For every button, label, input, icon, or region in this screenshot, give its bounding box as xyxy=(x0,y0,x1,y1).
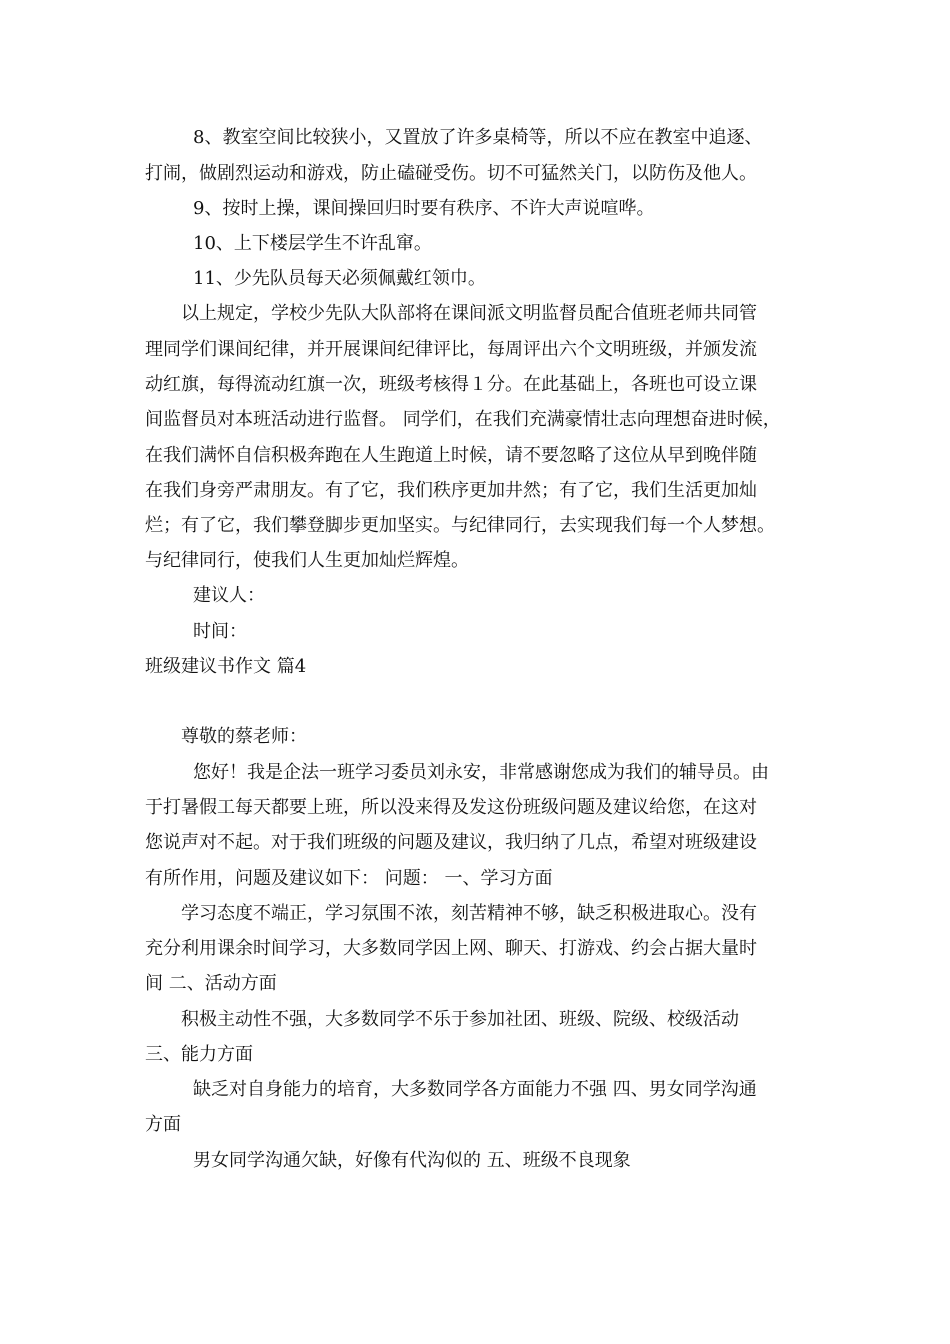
date-label: 时间： xyxy=(193,621,247,642)
text-line: 缺乏对自身能力的培育，大多数同学各方面能力不强 四、男女同学沟通 xyxy=(193,1079,757,1100)
text-line: 三、能力方面 xyxy=(145,1044,253,1065)
text-line: 打闹，做剧烈运动和游戏，防止磕碰受伤。切不可猛然关门，以防伤及他人。 xyxy=(145,163,757,184)
text-line: 您好！我是企法一班学习委员刘永安，非常感谢您成为我们的辅导员。由 xyxy=(193,762,769,783)
text-line: 9、按时上操，课间操回归时要有秩序、不许大声说喧哗。 xyxy=(193,198,655,219)
section-title: 班级建议书作文 篇4 xyxy=(145,656,307,677)
text-line: 间监督员对本班活动进行监督。 同学们，在我们充满豪情壮志向理想奋进时候， xyxy=(145,409,781,430)
text-line: 您说声对不起。对于我们班级的问题及建议，我归纳了几点，希望对班级建设 xyxy=(145,832,757,853)
text-line: 动红旗，每得流动红旗一次，班级考核得１分。在此基础上，各班也可设立课 xyxy=(145,374,757,395)
text-line: 方面 xyxy=(145,1114,181,1135)
text-line: 积极主动性不强，大多数同学不乐于参加社团、班级、院级、校级活动 xyxy=(181,1009,739,1030)
text-line: 在我们满怀自信积极奔跑在人生跑道上时候，请不要忽略了这位从早到晚伴随 xyxy=(145,445,757,466)
text-line: 11、少先队员每天必须佩戴红领巾。 xyxy=(193,268,486,289)
salutation: 尊敬的蔡老师： xyxy=(181,726,307,747)
text-line: 间 二、活动方面 xyxy=(145,973,277,994)
text-line: 学习态度不端正，学习氛围不浓，刻苦精神不够，缺乏积极进取心。没有 xyxy=(181,903,757,924)
signer-label: 建议人： xyxy=(193,585,265,606)
text-line: 与纪律同行，使我们人生更加灿烂辉煌。 xyxy=(145,550,469,571)
text-line: 有所作用，问题及建议如下： 问题： 一、学习方面 xyxy=(145,868,553,889)
text-line: 于打暑假工每天都要上班，所以没来得及发这份班级问题及建议给您，在这对 xyxy=(145,797,757,818)
text-line: 8、教室空间比较狭小，又置放了许多桌椅等，所以不应在教室中追逐、 xyxy=(193,127,763,148)
text-line: 烂；有了它，我们攀登脚步更加坚实。与纪律同行，去实现我们每一个人梦想。 xyxy=(145,515,775,536)
text-line: 男女同学沟通欠缺，好像有代沟似的 五、班级不良现象 xyxy=(193,1150,631,1171)
text-line: 理同学们课间纪律，并开展课间纪律评比，每周评出六个文明班级，并颁发流 xyxy=(145,339,757,360)
text-line: 10、上下楼层学生不许乱窜。 xyxy=(193,233,432,254)
text-line: 充分利用课余时间学习，大多数同学因上网、聊天、打游戏、约会占据大量时 xyxy=(145,938,757,959)
text-line: 以上规定，学校少先队大队部将在课间派文明监督员配合值班老师共同管 xyxy=(181,303,757,324)
text-line: 在我们身旁严肃朋友。有了它，我们秩序更加井然；有了它，我们生活更加灿 xyxy=(145,480,757,501)
